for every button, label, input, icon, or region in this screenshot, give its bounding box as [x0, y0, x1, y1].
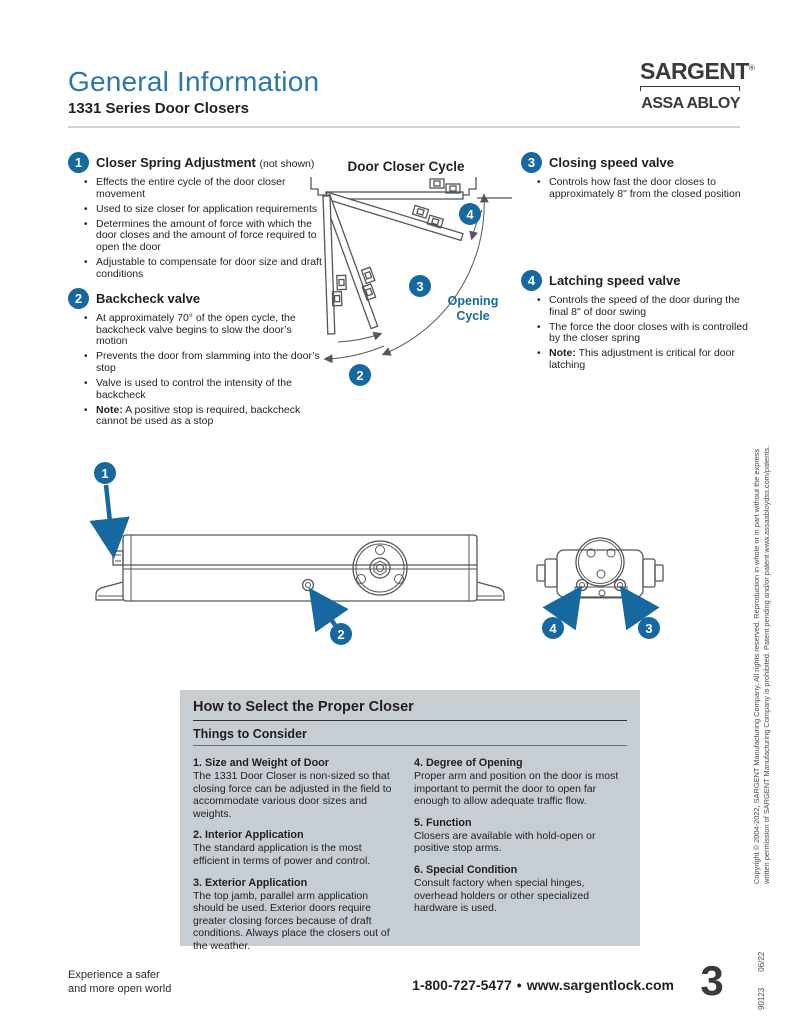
consideration-item: 3. Exterior Application The top jamb, parallel arm application should be used. Exterior doors require greater closing forces because of draft conditions. Always place the closers out of the weather. [193, 876, 390, 952]
svg-text:4: 4 [466, 207, 474, 222]
end-view-body [537, 550, 663, 598]
item-3-badge: 3 [521, 152, 542, 173]
panel-divider-2 [193, 745, 627, 746]
drawing-callout-3 [625, 593, 660, 639]
bullet-item: • Prevents the door from slamming into the door’s stop [83, 351, 326, 374]
svg-text:1: 1 [101, 466, 109, 481]
svg-text:3: 3 [416, 279, 424, 294]
consideration-item: 4. Degree of Opening Proper arm and position on the door is most important to permit the door to open far enough to allow adequate traffic flow. [414, 757, 619, 808]
bullet-item: • Controls how fast the door closes to approximately 8" from the closed position [536, 177, 751, 200]
end-face-plate [576, 538, 624, 586]
closer-body-outline [96, 535, 504, 601]
bullet-item: • Valve is used to control the intensity of the backcheck [83, 378, 326, 401]
item-2-bullets [83, 313, 326, 428]
brand-block [640, 58, 755, 113]
bullet-item: • At approximately 70° of the open cycle, the backcheck valve begins to slow the door’s motion [83, 313, 326, 348]
consideration-item: 2. Interior Application The standard application is the most efficient in terms of power and control. [193, 829, 371, 867]
closing-speed-valve [615, 580, 626, 591]
bullet-item: • Effects the entire cycle of the door closer movement [83, 177, 326, 200]
spring-adjustment-screw [113, 551, 123, 565]
bullet-item: • Note: A positive stop is required, backcheck cannot be used as a stop [83, 405, 326, 428]
pinion-spool [353, 541, 407, 595]
consideration-item: 1. Size and Weight of Door The 1331 Door Closer is non-sized so that closing force can be adjusted in the field to accommodate various door sizes and weights. [193, 757, 392, 820]
item-backcheck-valve [68, 288, 326, 431]
sargent-logo: SARGENT® [640, 58, 755, 84]
left-door-jamb [311, 177, 325, 195]
page-number: 3 [700, 957, 724, 1004]
page-title: General Information [68, 66, 320, 97]
drawing-callout-2 [314, 595, 352, 645]
item-2-title: Backcheck valve [96, 291, 201, 306]
closer-side-view-drawing [85, 458, 515, 658]
item-1-title: Closer Spring Adjustment (not shown) [96, 155, 315, 170]
contact-separator: • [516, 977, 522, 993]
svg-text:4: 4 [549, 621, 557, 636]
assa-abloy-logo: ASSA ABLOY [641, 95, 740, 112]
item-3-bullets [536, 177, 751, 200]
doc-number: 90123 [757, 987, 766, 1010]
panel-divider [193, 720, 627, 721]
svg-text:2: 2 [356, 368, 364, 383]
date-code: 06/22 [757, 951, 766, 972]
copyright-vertical-text: Copyright © 2004-2022, SARGENT Manufacturing Company. All rights reserved. Reproduction in whole or in part without the express written permission of SARGENT Manufacturing Company is prohibited. Patent pending and/or patent www.assaabloydss.com/patents. [752, 445, 771, 884]
diagram-title: Door Closer Cycle [347, 159, 465, 174]
phone-number: 1-800-727-5477 [412, 977, 512, 993]
backcheck-arc-inner [338, 334, 380, 342]
page-subtitle: 1331 Series Door Closers [68, 100, 249, 117]
diagram-callout-3 [409, 275, 431, 297]
item-4-badge: 4 [521, 270, 542, 291]
backcheck-arc-outer [326, 346, 384, 359]
item-closing-speed-valve [521, 152, 751, 204]
backcheck-valve [303, 580, 314, 591]
door-closer-cycle-diagram [308, 176, 512, 404]
svg-text:2: 2 [337, 627, 345, 642]
item-closer-spring-adjustment [68, 152, 326, 284]
footer-tagline: Experience a safer and more open world [68, 969, 172, 995]
item-2-badge: 2 [68, 288, 89, 309]
door-closed-position [326, 179, 463, 199]
right-door-jamb [463, 177, 476, 195]
panel-subtitle: Things to Consider [193, 727, 307, 741]
drawing-callout-1 [94, 462, 116, 550]
doc-number-vertical-text [757, 920, 766, 1010]
brand-divider [640, 86, 740, 91]
drawing-callout-4 [542, 593, 577, 639]
bullet-item: • Used to size closer for application requirements [83, 204, 326, 216]
diagram-callout-2 [349, 364, 371, 386]
item-4-title: Latching speed valve [549, 273, 681, 288]
consideration-item: 6. Special Condition Consult factory when special hinges, overhead holders or other specialized hardware is used. [414, 863, 590, 915]
item-1-bullets [83, 177, 326, 280]
bullet-item: • Controls the speed of the door during the final 8" of door swing [536, 295, 751, 318]
considerations-right-column [414, 748, 627, 953]
opening-cycle-label-line1: Opening [447, 294, 499, 308]
how-to-select-panel [180, 690, 640, 952]
considerations-left-column [193, 748, 396, 953]
svg-text:3: 3 [645, 621, 653, 636]
bullet-item: • Note: This adjustment is critical for door latching [536, 348, 751, 371]
item-3-title: Closing speed valve [549, 155, 674, 170]
item-latching-speed-valve [521, 270, 751, 375]
diagram-callout-4 [459, 203, 481, 225]
header-divider [68, 126, 740, 128]
item-4-bullets [536, 295, 751, 372]
opening-cycle-label-line2: Cycle [456, 309, 490, 323]
consideration-item: 5. Function Closers are available with hold-open or positive stop arms. [414, 816, 596, 855]
bullet-item: • Determines the amount of force with which the door closes and the amount of force required to open the door [83, 219, 326, 254]
bullet-item: • Adjustable to compensate for door size and draft conditions [83, 257, 326, 280]
panel-title: How to Select the Proper Closer [193, 699, 414, 715]
latching-speed-valve [577, 580, 588, 591]
website: www.sargentlock.com [526, 977, 674, 993]
footer-contact [300, 977, 674, 993]
bullet-item: • The force the door closes with is controlled by the closer spring [536, 322, 751, 345]
item-1-badge: 1 [68, 152, 89, 173]
closer-end-view-drawing [532, 458, 702, 658]
